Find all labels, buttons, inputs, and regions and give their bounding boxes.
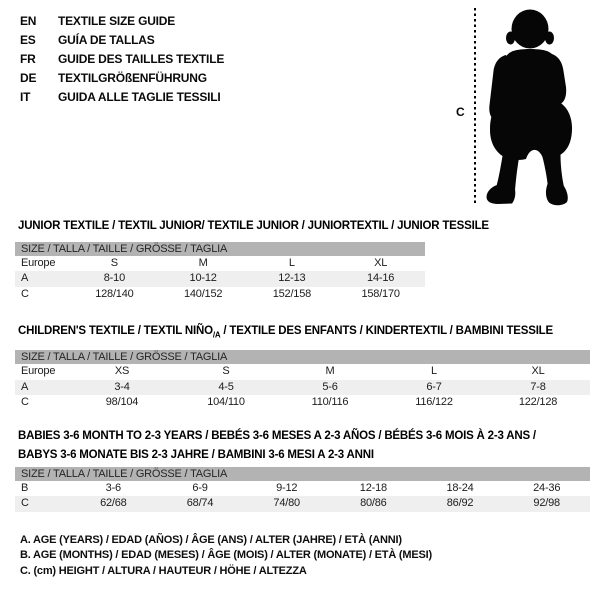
size-cell: 10-12 (189, 272, 217, 285)
language-title: GUIDE DES TAILLES TEXTILE (58, 52, 225, 66)
row-label: B (21, 482, 29, 494)
size-cell: 5-6 (322, 380, 338, 393)
row-label: Europe (21, 365, 56, 378)
row-label: C (21, 287, 29, 300)
table-title-line: JUNIOR TEXTILE / TEXTIL JUNIOR/ TEXTILE JUNIOR / JUNIORTEXTIL / JUNIOR TESSILE (18, 220, 489, 232)
size-cell: M (325, 365, 335, 378)
language-code: IT (20, 90, 31, 104)
language-item (20, 69, 224, 88)
table-row (15, 496, 590, 511)
language-code: FR (20, 52, 36, 66)
language-title: TEXTILGRÖßENFÜHRUNG (58, 71, 207, 85)
size-cell: 3-4 (114, 380, 130, 393)
size-cell: 152/158 (272, 287, 312, 300)
size-cell: 128/140 (95, 287, 134, 300)
table-row (15, 271, 425, 286)
size-cell: 110/116 (311, 396, 349, 409)
row-label: A (21, 380, 29, 393)
size-cell: S (110, 257, 118, 269)
size-cell: XL (531, 365, 545, 378)
language-code: EN (20, 14, 37, 28)
table-row (15, 380, 590, 395)
baby-silhouette-icon (483, 8, 575, 208)
language-title: GUÍA DE TALLAS (58, 33, 155, 47)
size-cell: XL (374, 257, 388, 269)
height-measure-dotted-line (474, 8, 476, 206)
size-cell: 98/104 (105, 396, 139, 409)
row-label: C (21, 396, 29, 409)
size-cell: 80/86 (360, 497, 387, 510)
size-cell: 104/110 (207, 396, 245, 409)
size-cell: 4-5 (218, 380, 234, 393)
language-item (20, 50, 224, 69)
language-item (20, 12, 224, 31)
table-row (15, 395, 590, 410)
table-row (15, 287, 425, 302)
size-cell: 18-24 (446, 482, 474, 494)
size-header-band: SIZE / TALLA / TAILLE / GRÖSSE / TAGLIA (15, 350, 590, 364)
size-cell: 74/80 (273, 497, 300, 510)
size-cell: S (222, 365, 230, 378)
size-cell: 122/128 (518, 396, 558, 409)
row-label: A (21, 272, 29, 285)
size-header-band: SIZE / TALLA / TAILLE / GRÖSSE / TAGLIA (15, 242, 425, 256)
table-title-line: BABYS 3-6 MONATE BIS 2-3 JAHRE / BAMBINI 3-6 MESI A 2-3 ANNI (18, 449, 374, 461)
size-table-babies (15, 427, 590, 512)
size-cell: 24-36 (533, 482, 561, 494)
table-title-line: CHILDREN'S TEXTILE / TEXTIL $NIÑO_{/A}$ / TEXTILE DES ENFANTS / KINDERTEXTIL / BAMBINI TESSILE (18, 325, 553, 340)
size-cell: 9-12 (276, 482, 298, 494)
table-row (15, 256, 425, 271)
size-table-children (15, 322, 590, 410)
language-title: GUIDA ALLE TAGLIE TESSILI (58, 90, 221, 104)
size-cell: L (288, 257, 295, 269)
size-cell: 12-18 (359, 482, 387, 494)
size-cell: 6-7 (426, 380, 442, 393)
language-code: DE (20, 71, 37, 85)
table-title (18, 322, 590, 344)
size-cell: 92/98 (533, 497, 560, 510)
size-header-band: SIZE / TALLA / TAILLE / GRÖSSE / TAGLIA (15, 467, 590, 481)
size-cell: 12-13 (278, 272, 306, 285)
size-table-junior (15, 217, 489, 302)
language-title-list (20, 12, 224, 107)
legend-line: A. AGE (YEARS) / EDAD (AÑOS) / ÂGE (ANS) / ALTER (JAHRE) / ETÀ (ANNI) (20, 534, 402, 546)
language-title: TEXTILE SIZE GUIDE (58, 14, 176, 28)
size-cell: 62/68 (100, 497, 127, 510)
language-code: ES (20, 33, 36, 47)
height-measure-label: C (456, 105, 465, 119)
size-cell: 86/92 (446, 497, 474, 510)
size-cell: M (198, 257, 208, 269)
table-title (18, 427, 590, 465)
row-label: C (21, 497, 29, 510)
table-title-line: BABIES 3-6 MONTH TO 2-3 YEARS / BEBÉS 3-6 MESES A 2-3 AÑOS / BÉBÉS 3-6 MOIS À 2-3 ANS / (18, 430, 536, 442)
size-cell: 68/74 (186, 497, 214, 510)
size-cell: 116/122 (415, 396, 453, 409)
language-item (20, 88, 224, 107)
size-cell: L (431, 365, 437, 378)
size-cell: 8-10 (103, 272, 125, 285)
table-row (15, 481, 590, 496)
legend-line: B. AGE (MONTHS) / EDAD (MESES) / ÂGE (MOIS) / ALTER (MONATE) / ETÀ (MESI) (20, 549, 432, 562)
size-cell: 140/152 (183, 287, 223, 300)
size-cell: XS (114, 365, 130, 378)
size-cell: 14-16 (367, 272, 395, 285)
size-cell: 7-8 (530, 380, 546, 393)
size-cell: 6-9 (192, 482, 208, 494)
size-cell: 3-6 (105, 482, 121, 494)
size-cell: 158/170 (361, 287, 400, 300)
legend-line: C. (cm) HEIGHT / ALTURA / HAUTEUR / HÖHE / ALTEZZA (20, 564, 307, 577)
table-row (15, 364, 590, 379)
measure-legend (20, 533, 432, 579)
row-label: Europe (21, 257, 56, 269)
table-title (18, 217, 489, 236)
language-item (20, 31, 224, 50)
